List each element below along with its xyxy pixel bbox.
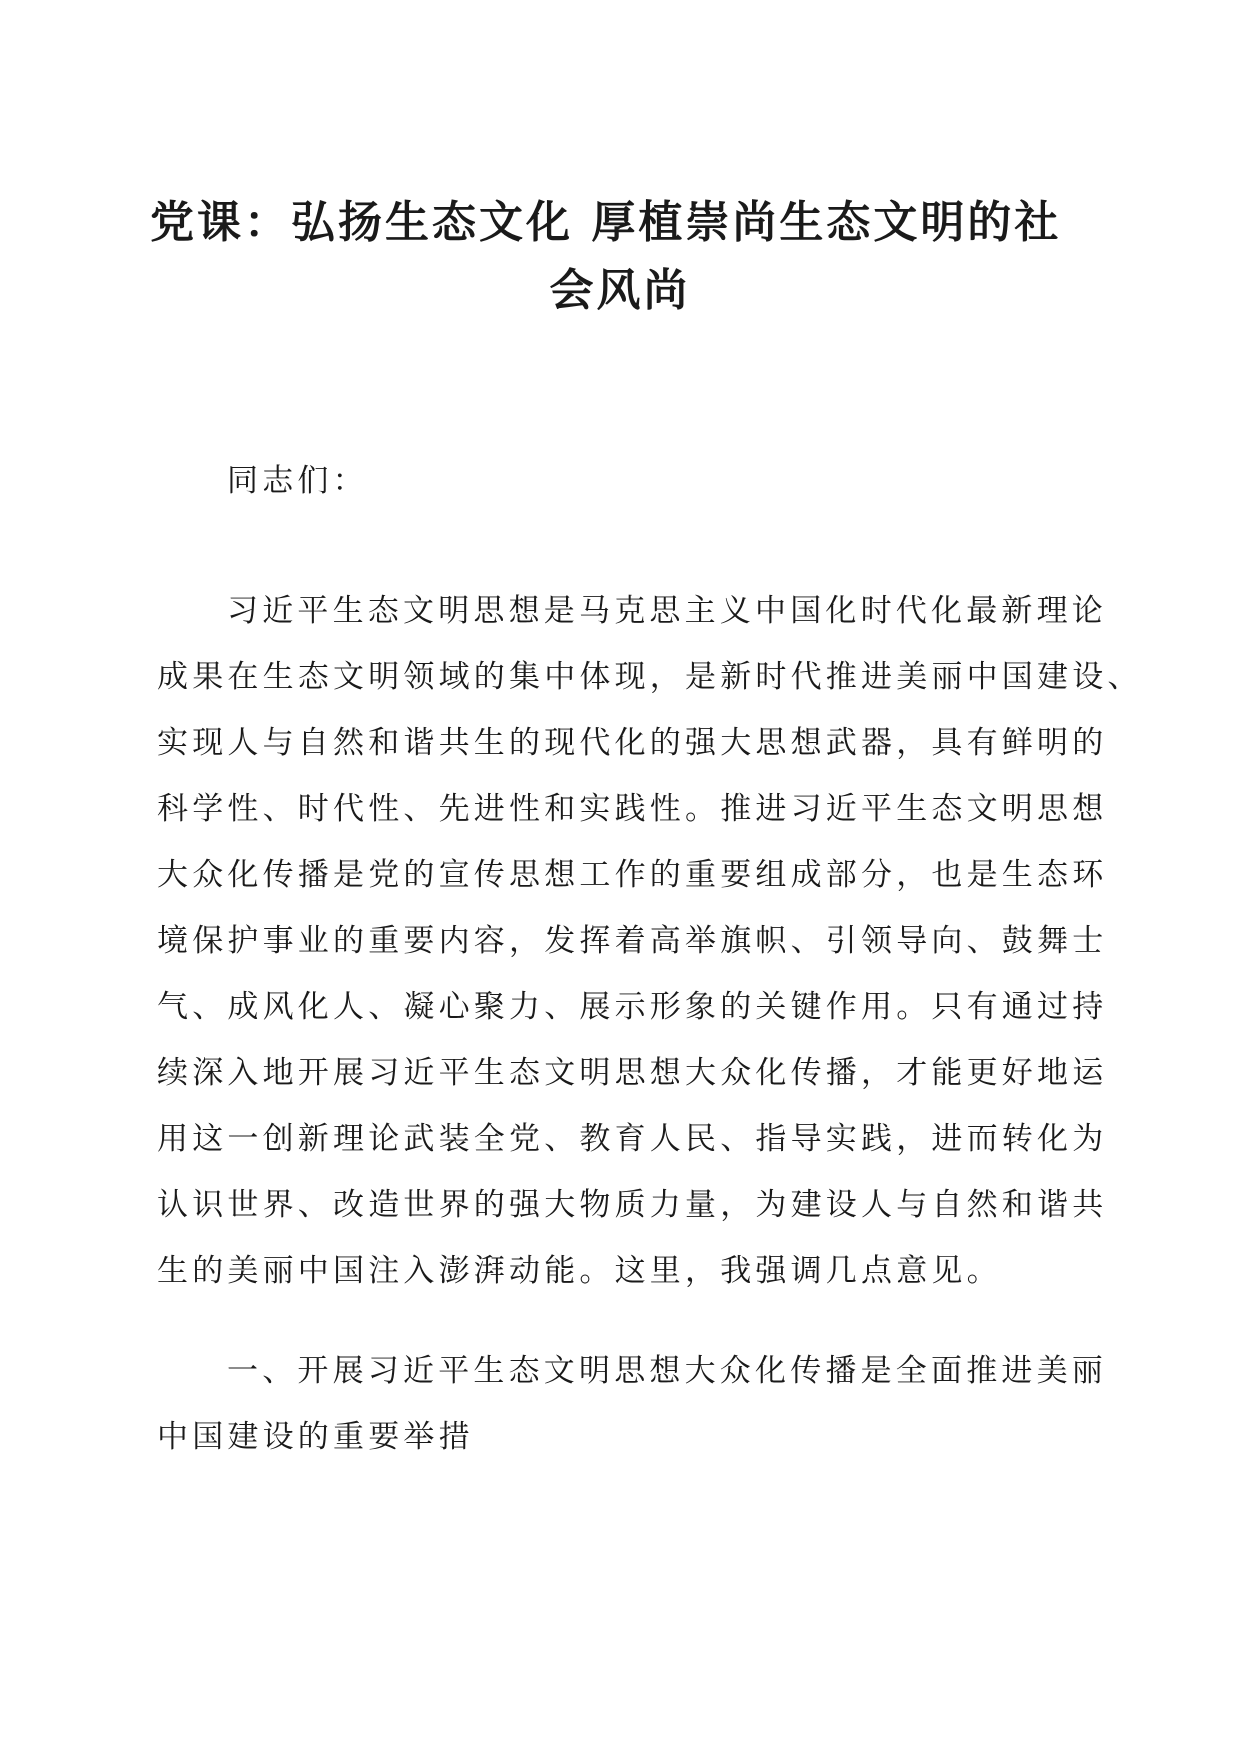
salutation — [157, 448, 1157, 514]
heading-line: 中国建设的重要举措 — [157, 1419, 474, 1455]
heading-line: 一、开展习近平生态文明思想大众化传播是全面推进美丽 — [227, 1353, 1107, 1389]
paragraph-line: 气、成风化人、凝心聚力、展示形象的关键作用。只有通过持 — [157, 989, 1108, 1025]
salutation-text: 同志们： — [227, 463, 368, 499]
paragraph-line: 生的美丽中国注入澎湃动能。这里，我强调几点意见。 — [157, 1253, 1002, 1289]
paragraph-line: 境保护事业的重要内容，发挥着高举旗帜、引领导向、鼓舞士 — [157, 923, 1108, 959]
paragraph-line: 用这一创新理论武装全党、教育人民、指导实践，进而转化为 — [157, 1121, 1108, 1157]
paragraph-line: 习近平生态文明思想是马克思主义中国化时代化最新理论 — [227, 593, 1107, 629]
paragraph-line: 续深入地开展习近平生态文明思想大众化传播，才能更好地运 — [157, 1055, 1108, 1091]
paragraph-1 — [157, 578, 1143, 1304]
paragraph-line: 大众化传播是党的宣传思想工作的重要组成部分，也是生态环 — [157, 857, 1108, 893]
paragraph-line: 科学性、时代性、先进性和实践性。推进习近平生态文明思想 — [157, 791, 1108, 827]
title-line: 党课：弘扬生态文化 厚植崇尚生态文明的社 — [150, 197, 1062, 248]
paragraph-line: 实现人与自然和谐共生的现代化的强大思想武器，具有鲜明的 — [157, 725, 1108, 761]
paragraph-line: 成果在生态文明领域的集中体现，是新时代推进美丽中国建设、 — [157, 659, 1143, 695]
section-heading-1 — [157, 1338, 1107, 1470]
title-line: 会风尚 — [549, 265, 691, 316]
document-title — [150, 190, 1090, 324]
paragraph-line: 认识世界、改造世界的强大物质力量，为建设人与自然和谐共 — [157, 1187, 1108, 1223]
